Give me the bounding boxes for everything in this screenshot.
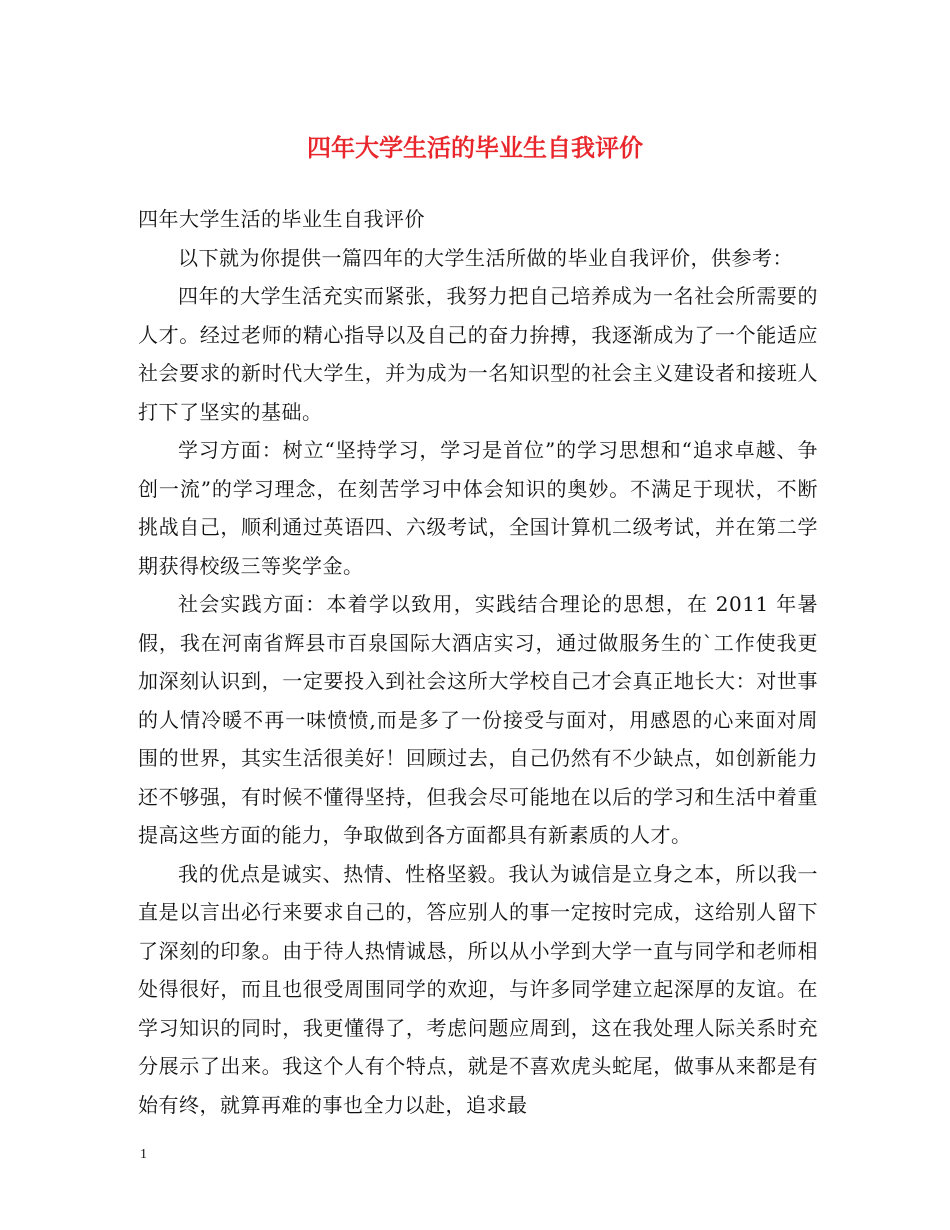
- paragraph-overview: 四年的大学生活充实而紧张，我努力把自己培养成为一名社会所需要的人才。经过老师的精心指导以及自己的奋力拚搏，我逐渐成为了一个能适应社会要求的新时代大学生，并为成为一名知识型的社会主义建设者和接班人打下了坚实的基础。: [138, 284, 818, 424]
- paragraph-study: 学习方面：树立“坚持学习，学习是首位”的学习思想和“追求卓越、争创一流”的学习理念，在刻苦学习中体会知识的奥妙。不满足于现状，不断挑战自己，顺利通过英语四、六级考试，全国计算机二级考试，并在第二学期获得校级三等奖学金。: [138, 438, 818, 578]
- page-number: 1: [140, 1147, 147, 1162]
- document-body: [138, 200, 818, 1124]
- paragraph-strengths: 我的优点是诚实、热情、性格坚毅。我认为诚信是立身之本，所以我一直是以言出必行来要求自己的，答应别人的事一定按时完成，这给别人留下了深刻的印象。由于待人热情诚恳，所以从小学到大学一直与同学和老师相处得很好，而且也很受周围同学的欢迎，与许多同学建立起深厚的友谊。在学习知识的同时，我更懂得了，考虑问题应周到，这在我处理人际关系时充分展示了出来。我这个人有个特点，就是不喜欢虎头蛇尾，做事从来都是有始有终，就算再难的事也全力以赴，追求最: [138, 861, 818, 1117]
- document-title: 四年大学生活的毕业生自我评价: [307, 134, 643, 162]
- paragraph-intro: 以下就为你提供一篇四年的大学生活所做的毕业自我评价，供参考：: [178, 245, 793, 270]
- heading-line: 四年大学生活的毕业生自我评价: [138, 207, 425, 231]
- paragraph-social-practice: 社会实践方面：本着学以致用，实践结合理论的思想，在 2011 年暑假，我在河南省辉县市百泉国际大酒店实习，通过做服务生的`工作使我更加深刻认识到，一定要投入到社会这所大学校自己才会真正地长大：对世事的人情冷暖不再一味愤愤,而是多了一份接受与面对，用感恩的心来面对周围的世界，其实生活很美好！回顾过去，自己仍然有不少缺点，如创新能力还不够强，有时候不懂得坚持，但我会尽可能地在以后的学习和生活中着重提高这些方面的能力，争取做到各方面都具有新素质的人才。: [138, 592, 818, 847]
